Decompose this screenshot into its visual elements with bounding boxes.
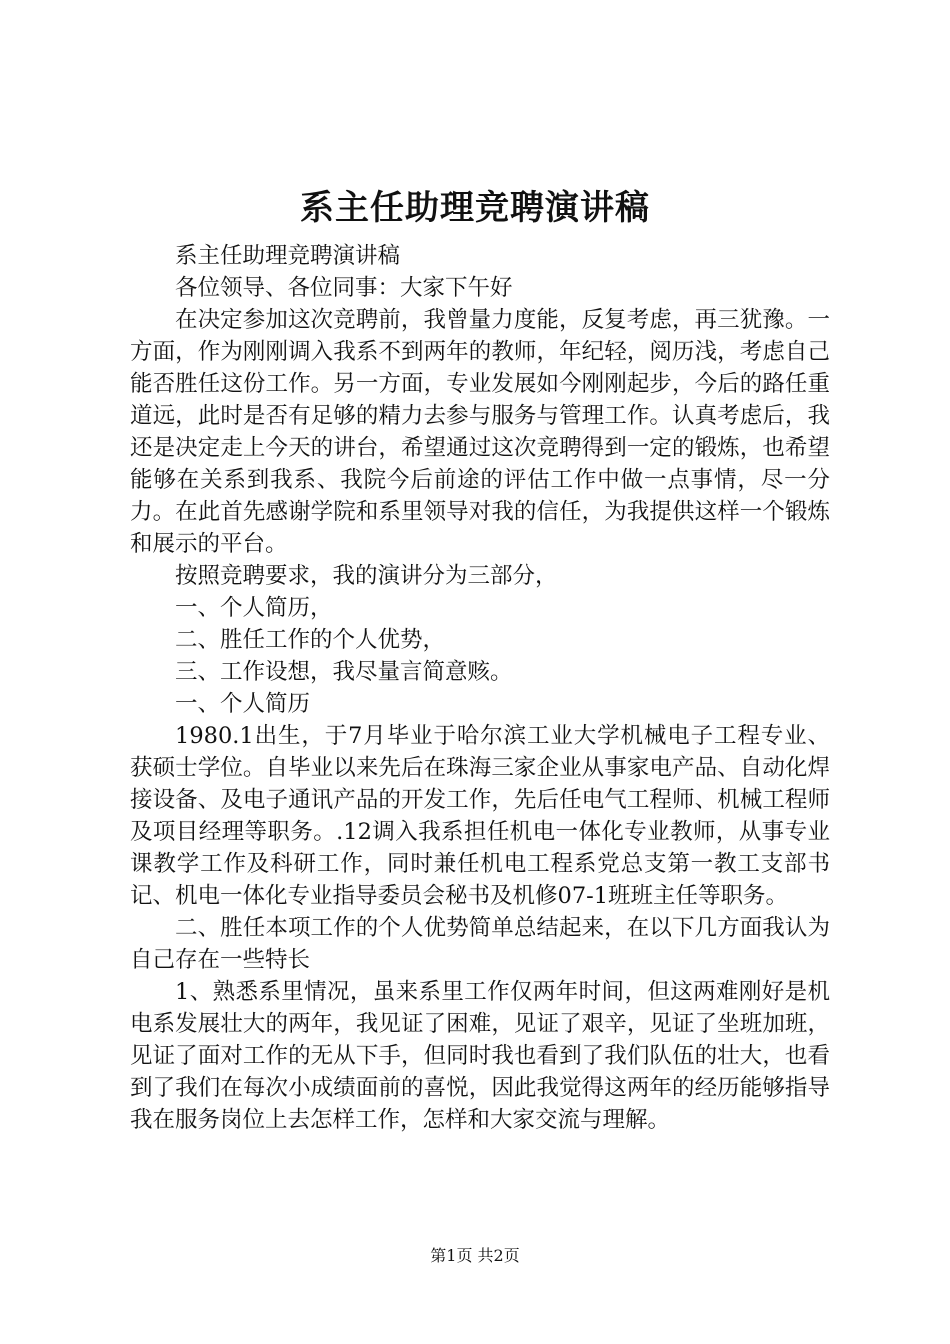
paragraph-outline-item-1: 一、个人简历， xyxy=(175,595,333,621)
paragraph-resume: 1980.1出生，于7月毕业于哈尔滨工业大学机械电子工程专业、获硕士学位。自毕业以来先后在珠海三家企业从事家电产品、自动化焊接设备、及电子通讯产品的开发工作，先后任电气工程师、机械工程师及项目经理等职务。.12调入我系担任机电一体化专业教师，从事专业课教学工作及科研工作，同时兼任机电工程系党总支第一教工支部书记、机电一体化专业指导委员会秘书及机修07-1班班主任等职务。 xyxy=(130,723,830,909)
document-body xyxy=(130,240,830,1136)
section-heading-resume: 一、个人简历 xyxy=(175,691,311,717)
page-footer: 第1页 共2页 xyxy=(430,1246,520,1265)
paragraph-intro: 在决定参加这次竞聘前，我曾量力度能，反复考虑，再三犹豫。一方面，作为刚刚调入我系不到两年的教师，年纪轻，阅历浅，考虑自己能否胜任这份工作。另一方面，专业发展如今刚刚起步，今后的路任重道远，此时是否有足够的精力去参与服务与管理工作。认真考虑后，我还是决定走上今天的讲台，希望通过这次竞聘得到一定的锻炼，也希望能够在关系到我系、我院今后前途的评估工作中做一点事情，尽一分力。在此首先感谢学院和系里领导对我的信任，为我提供这样一个锻炼和展示的平台。 xyxy=(130,307,830,557)
paragraph-outline-item-3: 三、工作设想，我尽量言简意赅。 xyxy=(175,659,513,685)
paragraph-strength-1: 1、熟悉系里情况，虽来系里工作仅两年时间，但这两难刚好是机电系发展壮大的两年，我见证了困难，见证了艰辛，见证了坐班加班，见证了面对工作的无从下手，但同时我也看到了我们队伍的壮大，也看到了我们在每次小成绩面前的喜悦，因此我觉得这两年的经历能够指导我在服务岗位上去怎样工作，怎样和大家交流与理解。 xyxy=(130,979,830,1133)
section-heading-strengths: 二、胜任本项工作的个人优势简单总结起来，在以下几方面我认为自己存在一些特长 xyxy=(130,915,830,973)
document-title: 系主任助理竞聘演讲稿 xyxy=(300,188,650,228)
paragraph-outline: 按照竞聘要求，我的演讲分为三部分， xyxy=(175,563,558,589)
paragraph-greeting: 各位领导、各位同事：大家下午好 xyxy=(175,275,513,301)
paragraph-outline-item-2: 二、胜任工作的个人优势， xyxy=(175,627,446,653)
paragraph-subtitle: 系主任助理竞聘演讲稿 xyxy=(175,243,401,269)
